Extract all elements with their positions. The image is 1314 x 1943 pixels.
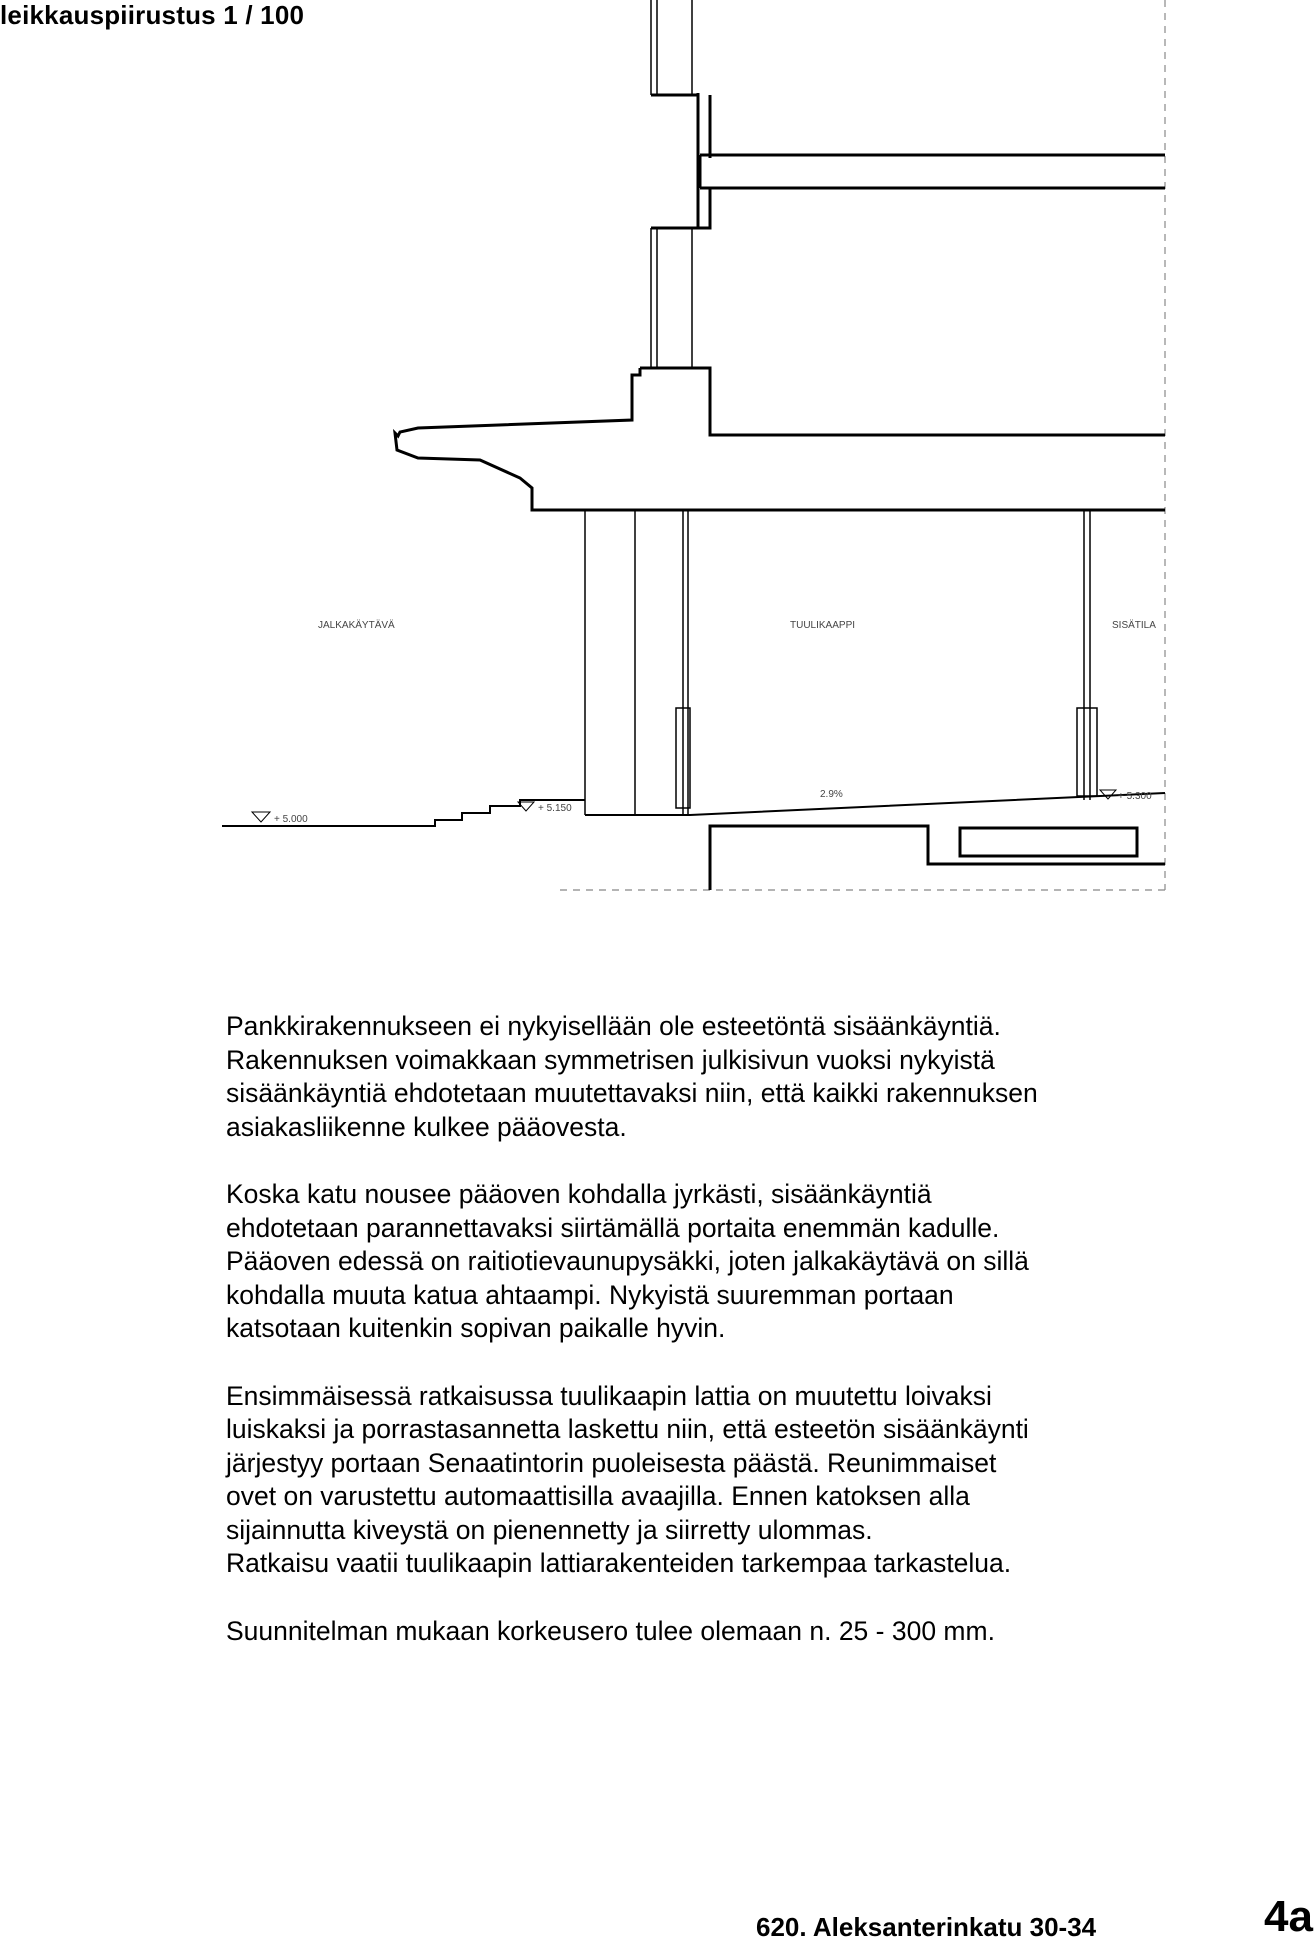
paragraph: Koska katu nousee pääoven kohdalla jyrkästi, sisäänkäyntiä ehdotetaan parannettavaksi siirtämällä portaita enemmän kadulle. Pääoven edessä on raitiotievaunupysäkki, joten jalkakäytävä on sillä kohdalla muuta katua ahtaampi. Nykyistä suuremman portaan katsotaan kuitenkin sopivan paikalle hyvin. (226, 1179, 1029, 1343)
project-label: 620. Aleksanterinkatu 30-34 (756, 1912, 1097, 1942)
basement (710, 826, 1165, 890)
boundary-lines (560, 0, 1165, 890)
upper-wall (651, 0, 692, 368)
level-markers (252, 790, 1116, 822)
drawing-title: leikkauspiirustus 1 / 100 (0, 0, 305, 30)
level-step: + 5.150 (538, 803, 572, 814)
slab-and-canopy (395, 368, 1165, 510)
label-interior: SISÄTILA (1112, 620, 1156, 631)
paragraph: Pankkirakennukseen ei nykyisellään ole esteetöntä sisäänkäyntiä. Rakennuksen voimakkaan symmetrisen julkisivun vuoksi nykyistä sisäänkäyntiä ehdotetaan muutettavaksi niin, että kaikki rakennuksen asiakasliikenne kulkee pääovesta. (226, 1011, 1038, 1142)
section-drawing (0, 0, 1314, 900)
description-text (226, 1010, 1186, 1682)
page-number: 4a (1264, 1892, 1313, 1941)
door-frames (585, 510, 1097, 815)
level-street: + 5.000 (274, 814, 308, 825)
label-vestibule: TUULIKAAPPI (790, 620, 856, 631)
paragraph: Suunnitelman mukaan korkeusero tulee olemaan n. 25 - 300 mm. (226, 1615, 995, 1646)
ground-line (222, 793, 1165, 826)
label-sidewalk: JALKAKÄYTÄVÄ (318, 620, 395, 631)
paragraph: Ensimmäisessä ratkaisussa tuulikaapin lattia on muutettu loivaksi luiskaksi ja porrastasannetta laskettu niin, että esteetön sisäänkäynti järjestyy portaan Senaatintorin puoleisesta päästä. Reunimmaiset ovet on varustettu automaattisilla avaajilla. Ennen katoksen alla sijainnutta kiveystä on pienennetty ja siirretty ulommas. Ratkaisu vaatii tuulikaapin lattiarakenteiden tarkempaa tarkastelua. (226, 1380, 1029, 1578)
upper-beam (651, 93, 1165, 228)
slope-label: 2.9% (820, 789, 843, 800)
level-floor: + 5.300 (1118, 791, 1152, 802)
